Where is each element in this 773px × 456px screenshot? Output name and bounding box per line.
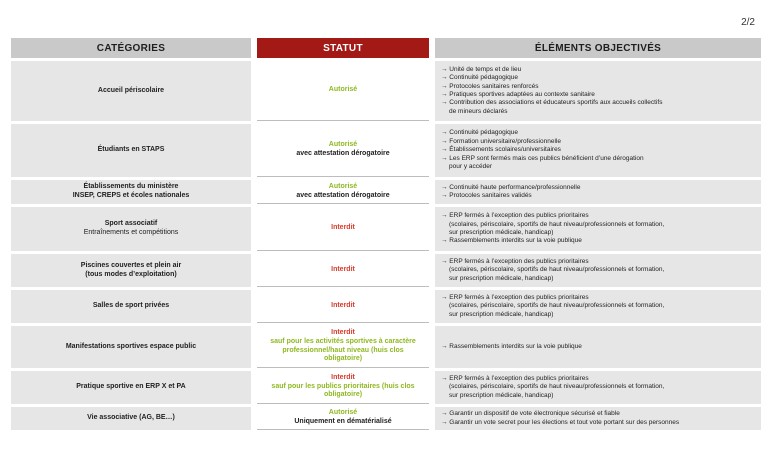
element-line: → ERP fermés à l’exception des publics prioritaires bbox=[441, 374, 589, 382]
category-cell bbox=[11, 326, 251, 368]
element-line: → Formation universitaire/professionnelle bbox=[441, 137, 561, 145]
element-line: → Pratiques sportives adaptées au contexte sanitaire bbox=[441, 91, 595, 98]
element-line: → Continuité haute performance/professionnelle bbox=[441, 183, 581, 191]
status-cell bbox=[257, 61, 429, 121]
element-line: → Protocoles sanitaires validés bbox=[441, 192, 532, 199]
element-line: → ERP fermés à l’exception des publics prioritaires bbox=[441, 257, 589, 265]
header-status: STATUT bbox=[257, 38, 429, 58]
element-line: (scolaires, périscolaire, sportifs de haut niveau/professionnels et formation, bbox=[449, 220, 665, 228]
table-row bbox=[11, 180, 761, 204]
elements-cell bbox=[435, 407, 761, 430]
category-cell bbox=[11, 371, 251, 404]
element-line: (scolaires, périscolaire, sportifs de haut niveau/professionnels et formation, bbox=[449, 383, 665, 391]
elements-cell bbox=[435, 326, 761, 368]
element-line: sur prescription médicale, handicap) bbox=[449, 310, 554, 318]
status-detail: Uniquement en dématérialisé bbox=[294, 418, 392, 425]
status-detail: avec attestation dérogatoire bbox=[296, 191, 390, 199]
table-row bbox=[11, 207, 761, 251]
status-cell bbox=[257, 326, 429, 368]
category-cell bbox=[11, 254, 251, 287]
status-label: Interdit bbox=[331, 265, 355, 273]
element-line: pour y accéder bbox=[449, 163, 492, 171]
table-row bbox=[11, 254, 761, 287]
category-title: Vie associative (AG, BE…) bbox=[87, 414, 175, 422]
element-line: (scolaires, périscolaire, sportifs de haut niveau/professionnels et formation, bbox=[449, 302, 665, 310]
elements-cell bbox=[435, 207, 761, 251]
element-line: → Continuité pédagogique bbox=[441, 129, 518, 137]
status-label: Interdit bbox=[331, 373, 355, 381]
element-line: → Garantir un dispositif de vote électronique sécurisé et fiable bbox=[441, 410, 620, 418]
element-line: → Unité de temps et de lieu bbox=[441, 65, 522, 73]
status-label: Autorisé bbox=[328, 86, 358, 94]
element-line: → ERP fermés à l’exception des publics prioritaires bbox=[441, 293, 589, 301]
elements-cell bbox=[435, 290, 761, 323]
category-cell bbox=[11, 180, 251, 204]
header-categories: CATÉGORIES bbox=[11, 38, 251, 58]
table-row bbox=[11, 371, 761, 404]
element-line: → Rassemblements interdits sur la voie publique bbox=[441, 237, 582, 245]
status-cell bbox=[257, 254, 429, 287]
table-header bbox=[11, 38, 761, 58]
element-line: → Les ERP sont fermés mais ces publics bénéficient d’une dérogation bbox=[441, 154, 644, 162]
status-label: Interdit bbox=[331, 301, 355, 309]
status-label: Autorisé bbox=[328, 141, 358, 149]
element-line: → Garantir un vote secret pour les élections et tout vote portant sur des personnes bbox=[441, 418, 680, 426]
table-row bbox=[11, 407, 761, 430]
category-title: Sport associatif bbox=[104, 220, 158, 228]
category-subtitle: Entraînements et compétitions bbox=[83, 229, 179, 236]
table-row bbox=[11, 61, 761, 121]
category-cell bbox=[11, 407, 251, 430]
header-elements: ÉLÉMENTS OBJECTIVÉS bbox=[435, 38, 761, 58]
status-label: Autorisé bbox=[328, 409, 358, 417]
category-title: Pratique sportive en ERP X et PA bbox=[76, 383, 186, 391]
element-line: sur prescription médicale, handicap) bbox=[449, 229, 554, 236]
category-cell bbox=[11, 61, 251, 121]
status-label: Interdit bbox=[331, 329, 355, 336]
status-cell bbox=[257, 207, 429, 251]
element-line: → Rassemblements interdits sur la voie publique bbox=[441, 342, 582, 350]
status-detail: sauf pour les publics prioritaires (huis clos obligatoire) bbox=[271, 382, 415, 399]
category-title: Manifestations sportives espace public bbox=[65, 342, 197, 350]
rules-table bbox=[11, 38, 761, 433]
status-label: Autorisé bbox=[328, 182, 358, 190]
elements-cell bbox=[435, 124, 761, 177]
table-row bbox=[11, 326, 761, 368]
elements-cell bbox=[435, 254, 761, 287]
element-line: → Contribution des associations et éducateurs sportifs aux accueils collectifs bbox=[441, 99, 663, 107]
category-subtitle: (tous modes d’exploitation) bbox=[85, 270, 177, 278]
category-title: Salles de sport privées bbox=[92, 302, 170, 310]
table-row bbox=[11, 124, 761, 177]
page-number: 2/2 bbox=[741, 17, 755, 28]
category-subtitle: INSEP, CREPS et écoles nationales bbox=[72, 192, 190, 199]
elements-cell bbox=[435, 61, 761, 121]
category-title: Accueil périscolaire bbox=[97, 86, 165, 94]
table-row bbox=[11, 290, 761, 323]
element-line: → Continuité pédagogique bbox=[441, 74, 518, 82]
element-line: → Protocoles sanitaires renforcés bbox=[441, 82, 539, 90]
status-cell bbox=[257, 180, 429, 204]
category-title: Piscines couvertes et plein air bbox=[80, 261, 182, 269]
category-cell bbox=[11, 290, 251, 323]
category-title: Étudiants en STAPS bbox=[97, 146, 165, 154]
elements-cell bbox=[435, 180, 761, 204]
elements-cell bbox=[435, 371, 761, 404]
status-label: Interdit bbox=[331, 224, 355, 232]
element-line: sur prescription médicale, handicap) bbox=[449, 391, 554, 399]
status-detail: sauf pour les activités sportives à caractère professionnel/haut niveau (huis clos obligatoire) bbox=[270, 337, 416, 363]
element-line: → ERP fermés à l’exception des publics prioritaires bbox=[441, 212, 589, 220]
status-cell bbox=[257, 407, 429, 430]
category-cell bbox=[11, 124, 251, 177]
category-cell bbox=[11, 207, 251, 251]
status-cell bbox=[257, 124, 429, 177]
category-title: Établissements du ministère bbox=[83, 183, 179, 191]
element-line: de mineurs déclarés bbox=[449, 107, 508, 115]
element-line: → Établissements scolaires/universitaires bbox=[441, 146, 561, 154]
status-cell bbox=[257, 290, 429, 323]
status-detail: avec attestation dérogatoire bbox=[296, 150, 390, 157]
status-cell bbox=[257, 371, 429, 404]
element-line: (scolaires, périscolaire, sportifs de haut niveau/professionnels et formation, bbox=[449, 266, 665, 274]
element-line: sur prescription médicale, handicap) bbox=[449, 274, 554, 282]
